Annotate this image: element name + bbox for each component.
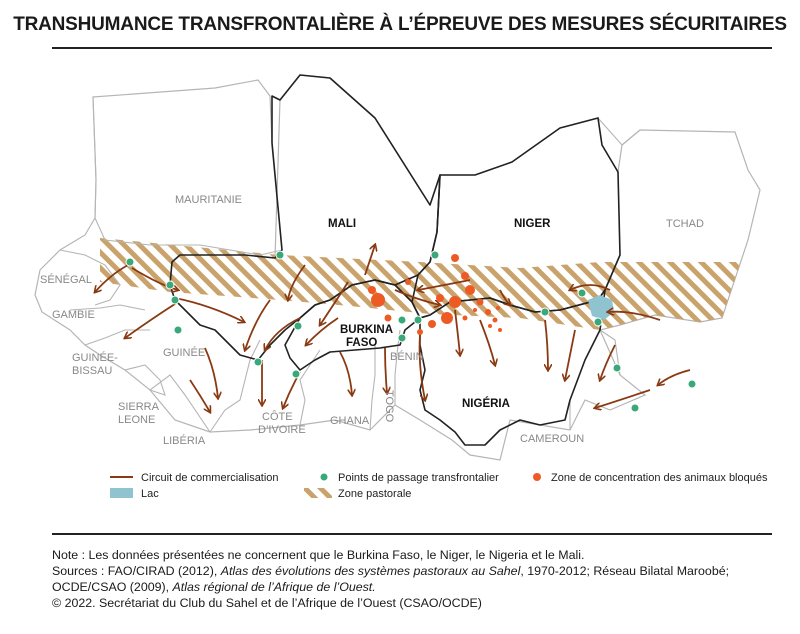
passage-point <box>398 316 406 324</box>
concentration-point <box>385 315 392 322</box>
passage-point <box>613 364 621 372</box>
concentration-point <box>449 296 461 308</box>
map-title: TRANSHUMANCE TRANSFRONTALIÈRE À L’ÉPREUVE DES MESURES SÉCURITAIRES <box>13 14 787 35</box>
concentration-point <box>465 285 475 295</box>
passage-point <box>254 358 262 366</box>
concentration-point <box>417 329 423 335</box>
sources-text-2: OCDE/CSAO (2009), <box>52 580 173 594</box>
label-burkina-1: BURKINA <box>340 324 394 336</box>
sources-title-italic-2: Atlas régional de l’Afrique de l’Ouest. <box>172 580 376 594</box>
label-tchad: TCHAD <box>666 218 704 230</box>
copyright-line: © 2022. Secrétariat du Club du Sahel et de l’Afrique de l’Ouest (CSAO/OCDE) <box>52 596 482 610</box>
label-liberia: LIBÉRIA <box>163 435 206 447</box>
label-burkina-2: FASO <box>346 337 378 349</box>
concentration-point <box>451 254 459 262</box>
passage-point <box>292 370 300 378</box>
passage-point <box>578 289 586 297</box>
legend-lac-label: Lac <box>141 488 159 500</box>
passage-point <box>541 308 549 316</box>
concentration-point <box>485 309 491 315</box>
label-cameroun: CAMEROUN <box>520 433 585 445</box>
passage-point <box>171 296 179 304</box>
legend <box>110 472 768 500</box>
label-guinee-bissau-1: GUINÉE- <box>72 352 118 364</box>
label-mali: MALI <box>328 218 357 230</box>
label-ghana: GHANA <box>330 415 370 427</box>
legend-pastorale-swatch <box>304 488 332 498</box>
concentration-point <box>488 324 492 328</box>
label-senegal: SÉNÉGAL <box>40 274 92 286</box>
passage-point <box>294 322 302 330</box>
sources-title-italic: Atlas des évolutions des systèmes pastoraux au Sahel <box>220 564 521 578</box>
passage-point <box>174 326 182 334</box>
label-cote-ivoire-1: CÔTE <box>262 411 293 423</box>
circuit-arrow <box>658 370 690 385</box>
label-guinee-bissau-2: BISSAU <box>72 365 113 377</box>
label-nigeria: NIGÉRIA <box>462 398 510 410</box>
legend-circuit-label: Circuit de commercialisation <box>141 472 279 484</box>
concentration-point <box>441 312 453 324</box>
passage-point <box>126 258 134 266</box>
label-benin: BÉNIN <box>390 351 424 363</box>
concentration-point <box>428 320 436 328</box>
passage-point <box>431 251 439 259</box>
concentration-point <box>405 279 411 285</box>
passage-point <box>166 281 174 289</box>
passage-point <box>398 334 406 342</box>
label-gambie: GAMBIE <box>52 309 95 321</box>
label-sierra-leone-1: SIERRA <box>118 401 159 413</box>
passage-point <box>631 404 639 412</box>
concentration-point <box>496 306 500 310</box>
passage-point <box>276 251 284 259</box>
label-sierra-leone-2: LEONE <box>118 414 156 426</box>
legend-lac-swatch <box>110 488 133 498</box>
sources-line-2 <box>52 579 772 595</box>
label-togo: TOGO <box>383 390 395 423</box>
label-mauritanie: MAURITANIE <box>175 194 243 206</box>
concentration-point <box>436 294 444 302</box>
sources-line <box>52 563 772 579</box>
note-line: Note : Les données présentées ne concernent que le Burkina Faso, le Niger, le Nigeria et le Mali. <box>52 548 585 562</box>
legend-pastorale-label: Zone pastorale <box>338 488 412 500</box>
concentration-point <box>493 318 498 323</box>
concentration-point <box>371 293 385 307</box>
sources-text-cont: , 1970-2012; Réseau Bilatal Maroobé; <box>520 564 730 578</box>
label-niger: NIGER <box>514 218 551 230</box>
sources-text: Sources : FAO/CIRAD (2012), <box>52 564 221 578</box>
concentration-point <box>473 308 477 312</box>
legend-passage-label: Points de passage transfrontalier <box>338 472 499 484</box>
legend-passage-swatch <box>321 474 328 481</box>
label-guinee: GUINÉE <box>163 347 206 359</box>
passage-point <box>688 380 696 388</box>
concentration-point <box>368 286 376 294</box>
notes-rule <box>52 533 772 535</box>
legend-concentration-label: Zone de concentration des animaux bloqués <box>551 472 768 484</box>
concentration-point <box>463 316 468 321</box>
concentration-point <box>498 328 502 332</box>
concentration-point <box>461 272 469 280</box>
passage-point <box>414 316 422 324</box>
concentration-point <box>477 299 484 306</box>
passage-point <box>594 318 602 326</box>
legend-concentration-swatch <box>533 473 541 481</box>
label-cote-ivoire-2: D’IVOIRE <box>258 424 306 436</box>
notes <box>52 547 772 611</box>
